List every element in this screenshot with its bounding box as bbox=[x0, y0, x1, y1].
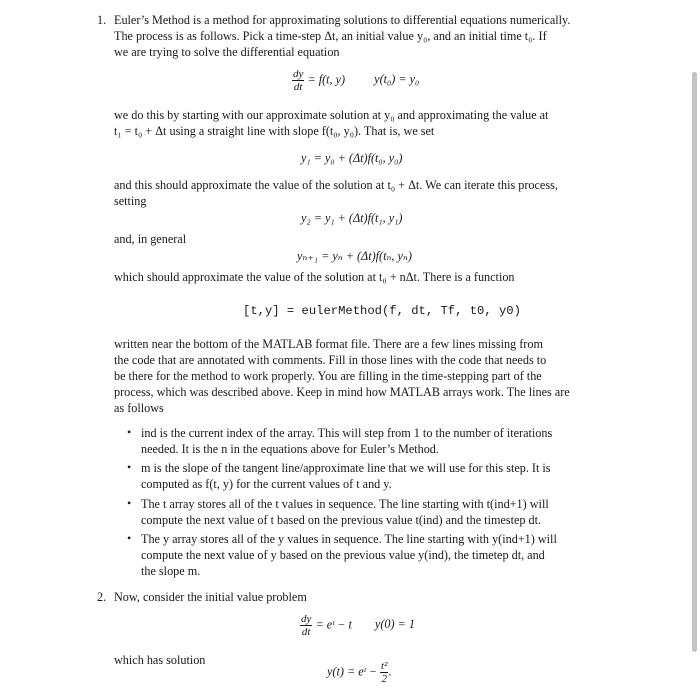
p1-para6-line-2: the code that are annotated with comments. Fill in those lines with the code that needs to bbox=[114, 353, 547, 367]
bullet-4-line-2: compute the next value of y based on the previous value y(ind), the timetep dt, and bbox=[141, 548, 545, 562]
solution-lhs: y(t) = eᵗ − bbox=[327, 664, 377, 679]
ode-equation bbox=[292, 68, 419, 93]
p1-para3-line-2: setting bbox=[114, 194, 147, 208]
problem-2-number: 2. bbox=[97, 590, 107, 604]
bullet-4-line-3: the slope m. bbox=[141, 564, 201, 578]
ivp-equation bbox=[300, 613, 415, 638]
ode-rhs: = f(t, y) bbox=[307, 72, 346, 87]
ode-fraction bbox=[292, 68, 304, 93]
bullet-3-line-1: The t array stores all of the t values in sequence. The line starting with t(ind+1) will bbox=[141, 497, 549, 511]
ivp-denominator: dt bbox=[301, 626, 311, 638]
solution-equation bbox=[327, 660, 391, 685]
euler-step-general: yₙ₊₁ = yₙ + (Δt)f(tₙ, yₙ) bbox=[297, 249, 412, 263]
p2-para: which has solution bbox=[114, 653, 206, 667]
bullet-3-line-2: compute the next value of t based on the previous value t(ind) and the timestep dt. bbox=[141, 513, 542, 527]
p1-para3-line-1: and this should approximate the value of the solution at t₀ + Δt. We can iterate this process, bbox=[114, 178, 558, 192]
problem-1-number: 1. bbox=[97, 13, 107, 27]
p1-para6-line-3: be there for the method to work properly. You are filling in the time-stepping part of the bbox=[114, 369, 542, 383]
bullet-1-marker: • bbox=[127, 425, 132, 439]
p1-para5: which should approximate the value of the solution at t₀ + nΔt. There is a function bbox=[114, 270, 515, 284]
scrollbar-thumb[interactable] bbox=[692, 72, 697, 652]
ivp-rhs: = eᵗ − t bbox=[315, 617, 352, 632]
bullet-2-marker: • bbox=[127, 460, 132, 474]
bullet-1-line-1: ind is the current index of the array. This will step from 1 to the number of iterations bbox=[141, 426, 553, 440]
euler-step-y2: y₂ = y₁ + (Δt)f(t₁, y₁) bbox=[301, 211, 403, 225]
bullet-3-marker: • bbox=[127, 496, 132, 510]
ivp-initial-condition: y(0) = 1 bbox=[374, 617, 415, 632]
solution-numerator: t² bbox=[381, 660, 388, 672]
p1-para6-line-4: process, which was described above. Keep in mind how MATLAB arrays work. The lines are bbox=[114, 385, 570, 399]
p1-para6-line-1: written near the bottom of the MATLAB format file. There are a few lines missing from bbox=[114, 337, 543, 351]
p1-intro-line-3: we are trying to solve the differential equation bbox=[114, 45, 340, 59]
scrollbar[interactable] bbox=[688, 0, 700, 700]
ivp-fraction bbox=[300, 613, 312, 638]
bullet-4-marker: • bbox=[127, 531, 132, 545]
bullet-2-line-2: computed as f(t, y) for the current values of t and y. bbox=[141, 477, 392, 491]
solution-period: . bbox=[388, 664, 392, 679]
p1-para4: and, in general bbox=[114, 232, 187, 246]
p1-para2-line-1: we do this by starting with our approximate solution at y₀ and approximating the value at bbox=[114, 108, 549, 122]
p1-para6-line-5: as follows bbox=[114, 401, 164, 415]
p2-intro: Now, consider the initial value problem bbox=[114, 590, 307, 604]
bullet-2-line-1: m is the slope of the tangent line/approximate line that we will use for this step. It is bbox=[141, 461, 551, 475]
euler-step-y1: y₁ = y₀ + (Δt)f(t₀, y₀) bbox=[301, 151, 403, 165]
p1-intro-line-1: Euler’s Method is a method for approximating solutions to differential equations numerically. bbox=[114, 13, 571, 27]
ode-numerator: dy bbox=[293, 68, 304, 80]
p1-intro-line-2: The process is as follows. Pick a time-step Δt, an initial value y₀, and an initial time t₀. If bbox=[114, 29, 547, 43]
solution-denominator: 2 bbox=[381, 673, 387, 685]
ode-initial-condition: y(t₀) = y₀ bbox=[374, 72, 420, 87]
ode-denominator: dt bbox=[293, 81, 303, 93]
ivp-numerator: dy bbox=[301, 613, 312, 625]
bullet-4-line-1: The y array stores all of the y values in sequence. The line starting with y(ind+1) will bbox=[141, 532, 557, 546]
bullet-1-line-2: needed. It is the n in the equations above for Euler’s Method. bbox=[141, 442, 439, 456]
code-function-call: [t,y] = eulerMethod(f, dt, Tf, t0, y0) bbox=[243, 304, 521, 318]
p1-para2-line-2: t₁ = t₀ + Δt using a straight line with slope f(t₀, y₀). That is, we set bbox=[114, 124, 435, 138]
